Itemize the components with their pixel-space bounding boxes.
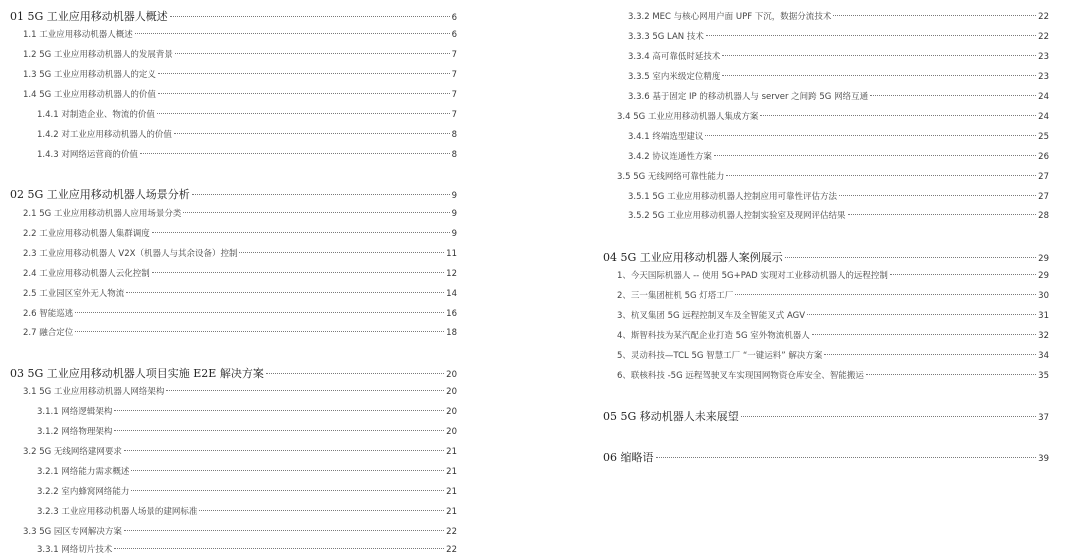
toc-entry[interactable] [603, 150, 1049, 162]
entry-title: 3.2.1 网络能力需求概述 [37, 467, 130, 477]
dot-leader [126, 292, 444, 293]
toc-chapter-06[interactable] [603, 449, 1049, 465]
toc-entry[interactable] [10, 307, 457, 319]
dot-leader [140, 153, 450, 154]
dot-leader [785, 257, 1036, 258]
entry-page: 20 [446, 387, 457, 397]
toc-entry[interactable] [603, 349, 1049, 361]
dot-leader [152, 232, 450, 233]
entry-page: 9 [451, 229, 457, 239]
entry-page: 31 [1038, 311, 1049, 321]
entry-page: 20 [446, 407, 457, 417]
entry-page: 9 [451, 209, 457, 219]
entry-title: 6、联核科技 -5G 远程驾驶叉车实现国网物资仓库安全、智能搬运 [617, 371, 864, 381]
entry-page: 30 [1038, 291, 1049, 301]
entry-title: 02 5G 工业应用移动机器人场景分析 [10, 188, 190, 201]
entry-page: 20 [446, 370, 457, 380]
entry-page: 6 [451, 13, 457, 23]
dot-leader [839, 195, 1036, 196]
toc-entry[interactable] [603, 30, 1049, 42]
dot-leader [75, 331, 444, 332]
entry-title: 2.2 工业应用移动机器人集群调度 [23, 229, 150, 239]
entry-title: 1.3 5G 工业应用移动机器人的定义 [23, 70, 156, 80]
entry-title: 2.6 智能巡逃 [23, 309, 74, 319]
entry-title: 1.4.1 对制造企业、物流的价值 [37, 110, 155, 120]
dot-leader [266, 373, 444, 374]
toc-entry[interactable] [10, 247, 457, 259]
entry-page: 28 [1038, 211, 1049, 221]
dot-leader [726, 175, 1036, 176]
dot-leader [722, 75, 1036, 76]
entry-title: 3.3.5 室内米级定位精度 [628, 72, 721, 82]
entry-title: 3.2 5G 无线网络建网要求 [23, 447, 122, 457]
toc-entry[interactable] [603, 50, 1049, 62]
dot-leader [239, 252, 444, 253]
entry-title: 4、斯智科技为某汽配企业打造 5G 室外物流机器人 [617, 331, 810, 341]
entry-title: 3.4.2 协议连通性方案 [628, 152, 712, 162]
dot-leader [812, 334, 1036, 335]
entry-title: 3、杭叉集团 5G 远程控制叉车及全智能叉式 AGV [617, 311, 806, 321]
entry-title: 1.1 工业应用移动机器人概述 [23, 30, 133, 40]
dot-leader [131, 490, 444, 491]
dot-leader [157, 113, 450, 114]
entry-page: 22 [446, 545, 457, 555]
entry-title: 2.5 工业园区室外无人物流 [23, 289, 125, 299]
entry-page: 7 [451, 110, 457, 120]
toc-entry[interactable] [10, 48, 457, 60]
entry-title: 1.4 5G 工业应用移动机器人的价值 [23, 90, 156, 100]
toc-entry[interactable] [10, 28, 457, 40]
entry-title: 3.5.1 5G 工业应用移动机器人控制应用可靠性评估方法 [628, 192, 838, 202]
entry-title: 5、灵动科技—TCL 5G 智慧工厂 “一键运料” 解决方案 [617, 351, 823, 361]
dot-leader [714, 155, 1036, 156]
entry-page: 34 [1038, 351, 1049, 361]
dot-leader [199, 510, 444, 511]
dot-leader [114, 410, 444, 411]
entry-page: 25 [1038, 132, 1049, 142]
dot-leader [735, 294, 1036, 295]
entry-page: 8 [451, 150, 457, 160]
entry-page: 27 [1038, 172, 1049, 182]
entry-title: 3.1.1 网络逻辑架构 [37, 407, 113, 417]
toc-entry[interactable] [10, 207, 457, 219]
entry-page: 24 [1038, 112, 1049, 122]
dot-leader [131, 470, 444, 471]
entry-title: 3.5 5G 无线网络可靠性能力 [617, 172, 725, 182]
toc-entry[interactable] [10, 227, 457, 239]
entry-page: 29 [1038, 254, 1049, 264]
entry-title: 1、今天国际机器人 -- 使用 5G+PAD 实现对工业移动机器人的远程控制 [617, 271, 888, 281]
toc-chapter-05[interactable] [603, 408, 1049, 424]
entry-page: 7 [451, 90, 457, 100]
toc-entry[interactable] [10, 68, 457, 80]
dot-leader [890, 274, 1036, 275]
entry-page: 32 [1038, 331, 1049, 341]
toc-chapter-02[interactable] [10, 186, 457, 202]
entry-page: 21 [446, 507, 457, 517]
entry-title: 3.4.1 终端选型建议 [628, 132, 704, 142]
toc-chapter-03[interactable] [10, 365, 457, 381]
toc-entry[interactable] [10, 465, 457, 477]
entry-title: 3.3.3 5G LAN 技术 [628, 32, 704, 42]
dot-leader [158, 73, 450, 74]
toc-entry[interactable] [603, 289, 1049, 301]
entry-title: 3.3.4 高可靠低时延技术 [628, 52, 721, 62]
entry-page: 21 [446, 447, 457, 457]
toc-entry[interactable] [603, 209, 1049, 221]
entry-title: 3.1 5G 工业应用移动机器人网络架构 [23, 387, 165, 397]
entry-title: 3.2.2 室内蜂窝网络能力 [37, 487, 130, 497]
dot-leader [866, 374, 1036, 375]
dot-leader [760, 115, 1036, 116]
toc-entry[interactable] [10, 445, 457, 457]
entry-page: 6 [451, 30, 457, 40]
entry-title: 2、三一集团桩机 5G 灯塔工厂 [617, 291, 734, 301]
toc-entry[interactable] [603, 70, 1049, 82]
toc-entry[interactable] [10, 287, 457, 299]
dot-leader [183, 212, 449, 213]
toc-entry[interactable] [10, 485, 457, 497]
entry-page: 37 [1038, 413, 1049, 423]
entry-page: 8 [451, 130, 457, 140]
toc-entry[interactable] [10, 267, 457, 279]
toc-entry[interactable] [603, 90, 1049, 102]
entry-title: 2.7 融合定位 [23, 328, 74, 338]
toc-entry[interactable] [10, 148, 457, 160]
toc-entry[interactable] [603, 309, 1049, 321]
dot-leader [824, 354, 1036, 355]
toc-entry[interactable] [10, 385, 457, 397]
entry-title: 2.1 5G 工业应用移动机器人应用场景分类 [23, 209, 182, 219]
entry-page: 27 [1038, 192, 1049, 202]
entry-title: 05 5G 移动机器人未来展望 [603, 410, 739, 423]
toc-entry[interactable] [10, 88, 457, 100]
dot-leader [135, 33, 450, 34]
entry-title: 3.5.2 5G 工业应用移动机器人控制实验室及现网评估结果 [628, 211, 846, 221]
dot-leader [656, 457, 1037, 458]
toc-entry[interactable] [10, 108, 457, 120]
toc-entry[interactable] [603, 10, 1049, 22]
dot-leader [848, 214, 1037, 215]
dot-leader [124, 450, 444, 451]
entry-title: 3.3.2 MEC 与核心网用户面 UPF 下沉，数据分流技术 [628, 12, 832, 22]
dot-leader [114, 430, 444, 431]
entry-page: 23 [1038, 72, 1049, 82]
dot-leader [741, 416, 1036, 417]
dot-leader [192, 194, 450, 195]
entry-title: 3.3 5G 园区专网解决方案 [23, 527, 122, 537]
entry-page: 11 [446, 249, 457, 259]
entry-title: 06 缩略语 [603, 451, 654, 464]
toc-entry[interactable] [10, 326, 457, 338]
dot-leader [722, 55, 1036, 56]
toc-entry[interactable] [603, 170, 1049, 182]
toc-entry[interactable] [10, 505, 457, 517]
entry-page: 26 [1038, 152, 1049, 162]
toc-entry[interactable] [10, 425, 457, 437]
toc-entry[interactable] [603, 190, 1049, 202]
dot-leader [75, 312, 444, 313]
dot-leader [166, 390, 444, 391]
entry-title: 04 5G 工业应用移动机器人案例展示 [603, 251, 783, 264]
dot-leader [175, 53, 450, 54]
toc-entry[interactable] [603, 369, 1049, 381]
dot-leader [705, 135, 1036, 136]
entry-page: 12 [446, 269, 457, 279]
dot-leader [158, 93, 450, 94]
entry-title: 1.4.2 对工业应用移动机器人的价值 [37, 130, 172, 140]
entry-page: 20 [446, 427, 457, 437]
entry-title: 1.4.3 对网络运营商的价值 [37, 150, 138, 160]
entry-title: 03 5G 工业应用移动机器人项目实施 E2E 解决方案 [10, 367, 264, 380]
entry-title: 1.2 5G 工业应用移动机器人的发展背景 [23, 50, 173, 60]
entry-page: 16 [446, 309, 457, 319]
dot-leader [170, 16, 450, 17]
toc-entry[interactable] [603, 269, 1049, 281]
entry-title: 3.3.6 基于固定 IP 的移动机器人与 server 之间跨 5G 网络互通 [628, 92, 869, 102]
dot-leader [833, 15, 1036, 16]
toc-chapter-04[interactable] [603, 249, 1049, 265]
entry-page: 24 [1038, 92, 1049, 102]
entry-title: 01 5G 工业应用移动机器人概述 [10, 10, 168, 23]
dot-leader [124, 530, 444, 531]
entry-page: 7 [451, 50, 457, 60]
toc-entry[interactable] [10, 128, 457, 140]
toc-chapter-01[interactable] [10, 8, 457, 24]
dot-leader [174, 133, 450, 134]
dot-leader [114, 548, 444, 549]
entry-title: 2.4 工业应用移动机器人云化控制 [23, 269, 150, 279]
dot-leader [152, 272, 444, 273]
entry-page: 39 [1038, 454, 1049, 464]
entry-page: 21 [446, 467, 457, 477]
toc-entry[interactable] [10, 405, 457, 417]
entry-page: 14 [446, 289, 457, 299]
entry-page: 23 [1038, 52, 1049, 62]
entry-page: 9 [451, 191, 457, 201]
toc-entry[interactable] [603, 329, 1049, 341]
toc-entry[interactable] [10, 543, 457, 555]
dot-leader [706, 35, 1036, 36]
entry-page: 29 [1038, 271, 1049, 281]
toc-entry[interactable] [603, 130, 1049, 142]
dot-leader [807, 314, 1036, 315]
entry-page: 35 [1038, 371, 1049, 381]
toc-entry[interactable] [603, 110, 1049, 122]
entry-title: 3.4 5G 工业应用移动机器人集成方案 [617, 112, 759, 122]
entry-title: 2.3 工业应用移动机器人 V2X（机器人与其余设备）控制 [23, 249, 238, 259]
entry-title: 3.2.3 工业应用移动机器人场景的建网标准 [37, 507, 198, 517]
entry-title: 3.1.2 网络物理架构 [37, 427, 113, 437]
entry-page: 21 [446, 487, 457, 497]
entry-title: 3.3.1 网络切片技术 [37, 545, 113, 555]
entry-page: 18 [446, 328, 457, 338]
dot-leader [870, 95, 1036, 96]
entry-page: 22 [1038, 32, 1049, 42]
entry-page: 22 [1038, 12, 1049, 22]
toc-entry[interactable] [10, 525, 457, 537]
entry-page: 7 [451, 70, 457, 80]
entry-page: 22 [446, 527, 457, 537]
